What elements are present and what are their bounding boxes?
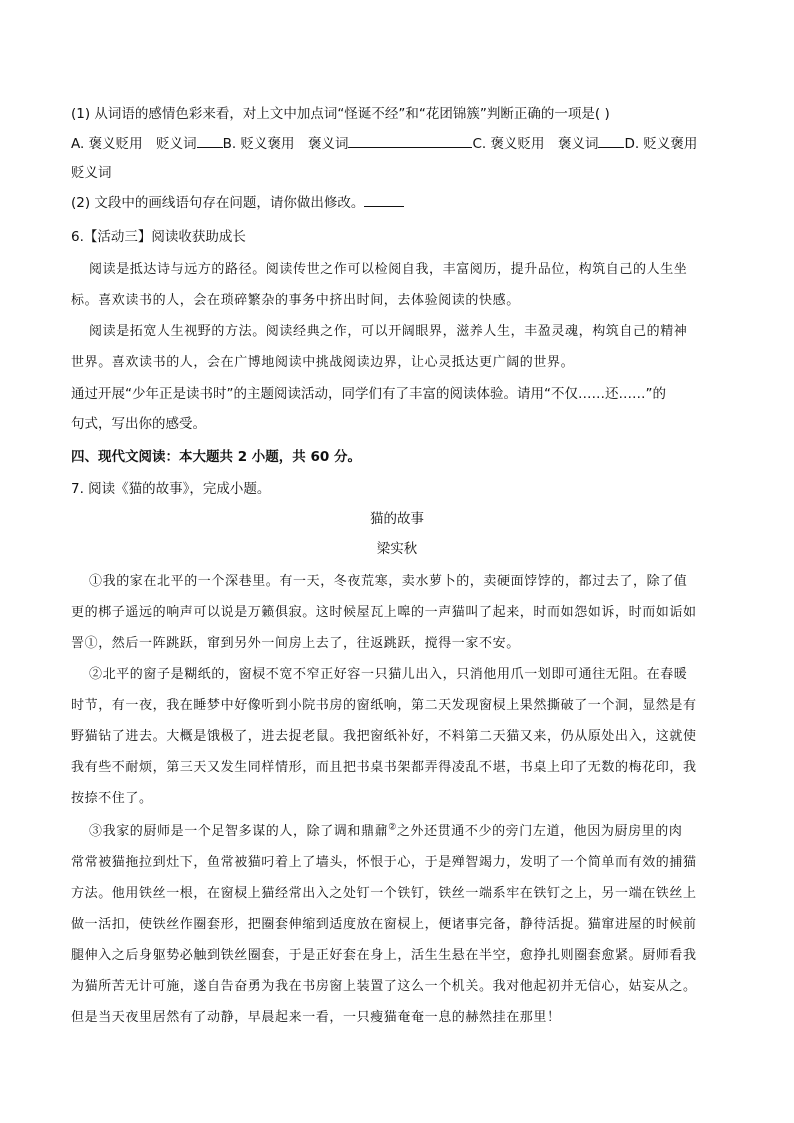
- option-d: D. 贬义褒用: [624, 136, 698, 152]
- article-p3-line: 方法。他用铁丝一根，在窗棂上猫经常出入之处钉一个铁钉，铁丝一端系牢在铁钉之上，另一端在铁丝上: [71, 886, 697, 901]
- q6-para2-line2: 世界。喜欢读书的人，会在广博地阅读中挑战阅读边界，让心灵抵达更广阔的世界。: [71, 355, 575, 370]
- article-title: 猫的故事: [370, 511, 424, 527]
- article-p3-text: ③我家的厨师是一个足智多谋的人，除了调和鼎鼐: [89, 824, 389, 839]
- option-a: A. 褒义贬用 贬义词: [71, 136, 197, 152]
- answer-blank: [364, 193, 404, 207]
- article-p3-line: 腿伸入之后身躯势必触到铁丝圈套，于是正好套在身上，活生生悬在半空，愈挣扎则圈套愈紧。厨师看我: [71, 948, 697, 963]
- section-heading: 四、现代文阅读：本大题共 2 小题，共 60 分。: [71, 449, 361, 465]
- option-c: C. 褒义贬用 褒义词: [472, 136, 599, 152]
- article-p3-line: 常常被猫拖拉到灶下，鱼常被猫叼着上了墙头，怀恨于心，于是殚智竭力，发明了一个简单而有效的捕猫: [71, 855, 697, 870]
- q6-para1-line2: 标。喜欢读书的人，会在琐碎繁杂的事务中挤出时间，去体验阅读的快感。: [71, 293, 520, 308]
- article-p3-text: 之外还贯通不少的旁门左道，他因为厨房里的肉: [396, 824, 683, 839]
- article-p2-line: 时节，有一夜，我在睡梦中好像听到小院书房的窗纸响，第二天发现窗棂上果然撕破了一个洞，显然是有: [71, 698, 697, 713]
- article-p2-line: 我有些不耐烦，第三天又发生同样情形，而且把书桌书架都弄得凌乱不堪，书桌上印了无数的梅花印，我: [71, 760, 697, 775]
- article-author: 梁实秋: [376, 541, 418, 557]
- article-p3-line: [89, 821, 749, 843]
- article-p3-line: 做一活扣，使铁丝作圈套形，把圈套伸缩到适度放在窗棂上，便诸事完备，静待活捉。猫窜进屋的时候前: [71, 917, 697, 932]
- answer-blank: [197, 134, 223, 148]
- q5-options-line2: 贬义词: [71, 165, 112, 181]
- article-p1-line: 詈①，然后一阵跳跃，窜到另外一间房上去了，往返跳跃，搅得一家不安。: [71, 636, 520, 651]
- option-b: B. 贬义褒用 褒义词: [222, 136, 349, 152]
- q6-title: 6.【活动三】阅读收获助成长: [71, 229, 246, 245]
- answer-blank: [598, 134, 624, 148]
- footnote-marker: ②: [388, 822, 397, 833]
- q6-prompt-line2: 句式，写出你的感受。: [71, 416, 206, 432]
- article-p3-line: 为猫所苦无计可施，遂自告奋勇为我在书房窗上装置了这么一个机关。我对他起初并无信心，姑妄从之。: [71, 979, 697, 994]
- article-p2-line: ②北平的窗子是糊纸的，窗棂不宽不窄正好容一只猫儿出入，只消他用爪一划即可通往无阻。在春暖: [89, 667, 688, 682]
- article-p2-line: 野猫钻了进去。大概是饿极了，进去捉老鼠。我把窗纸补好，不料第二天猫又来，仍从原处出入，这就使: [71, 729, 697, 744]
- article-p1-line: ①我的家在北平的一个深巷里。有一天，冬夜荒寒，卖水萝卜的，卖硬面饽饽的，都过去了，除了值: [89, 574, 688, 589]
- q6-para2-line1: 阅读是拓宽人生视野的方法。阅读经典之作，可以开阔眼界，滋养人生，丰盈灵魂，构筑自己的精神: [89, 324, 688, 339]
- q6-prompt-line1: 通过开展“少年正是读书时”的主题阅读活动，同学们有了丰富的阅读体验。请用“不仅……还……”的: [71, 386, 666, 402]
- q6-para1-line1: 阅读是抵达诗与远方的路径。阅读传世之作可以检阅自我，丰富阅历，提升品位，构筑自己的人生坐: [89, 262, 688, 277]
- article-p3-line: 但是当天夜里居然有了动静，早晨起来一看，一只瘦猫奄奄一息的赫然挂在那里！: [71, 1010, 561, 1025]
- article-p1-line: 更的梆子遥远的响声可以说是万籁俱寂。这时候屋瓦上嗥的一声猫叫了起来，时而如怨如诉，时而如诟如: [71, 605, 697, 620]
- q5-sub2: [71, 192, 731, 214]
- answer-blank: [348, 134, 472, 148]
- q5-sub2-text: (2) 文段中的画线语句存在问题，请你做出修改。: [71, 195, 365, 211]
- article-p2-line: 按捺不住了。: [71, 791, 153, 806]
- q5-sub1: (1) 从词语的感情色彩来看，对上文中加点词“怪诞不经”和“花团锦簇”判断正确的一项是( ): [71, 106, 610, 122]
- q5-options-line1: [71, 133, 731, 155]
- q7-intro: 7. 阅读《猫的故事》，完成小题。: [71, 481, 271, 497]
